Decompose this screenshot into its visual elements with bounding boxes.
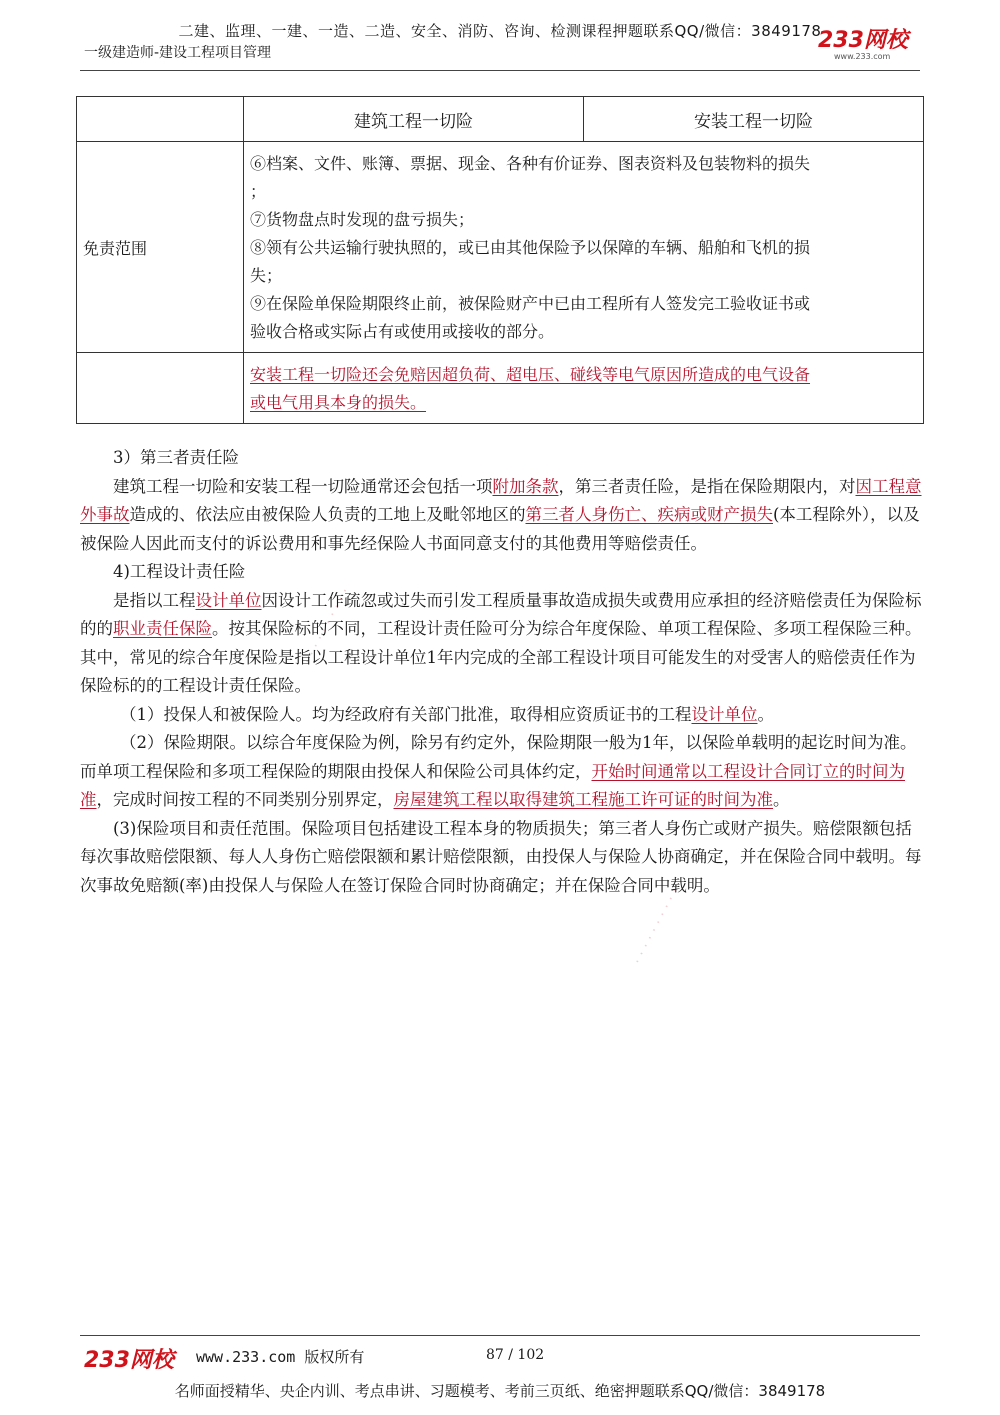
text-run: 。 — [773, 790, 790, 809]
highlight-line: 安装工程一切险还会免赔因超负荷、超电压、碰线等电气原因所造成的电气设备 — [250, 365, 811, 384]
table-header-row — [77, 97, 924, 142]
highlight-term: 附加条款 — [492, 476, 559, 496]
installation-extra-cell — [244, 353, 924, 424]
highlight-term: 因工程意外事故 — [80, 476, 922, 524]
text-run: 是指以工程 — [113, 590, 196, 610]
highlight-term: 房屋建筑工程以取得建筑工程施工许可证的时间为准 — [393, 790, 773, 809]
highlight-term: 开始时间通常以工程设计合同订立的时间为准 — [80, 761, 905, 809]
paragraph — [80, 473, 924, 559]
text-run: 造成的、依法应由被保险人负责的工地上及毗邻地区的 — [129, 505, 526, 524]
footer-copyright: www.233.com 版权所有 — [196, 1348, 365, 1366]
footer-divider — [80, 1335, 920, 1336]
watermark: · · · · · · · · · · — [300, 585, 354, 668]
exclusion-line: ； — [250, 182, 267, 201]
paragraph — [80, 587, 924, 701]
exclusion-line: ⑨在保险单保险期限终止前，被保险财产中已由工程所有人签发完工验收证书或 — [250, 294, 811, 313]
header-divider — [80, 70, 920, 71]
text-run: 因设计工作疏忽或过失而引发工程质量事故造成损失或费用应承担的经济赔偿责任为保险标的的 — [80, 590, 922, 638]
exclusion-line: ⑧领有公共运输行驶执照的，或已由其他保险予以保障的车辆、船舶和飞机的损 — [250, 238, 811, 257]
watermark: · · · · · · · · · · — [630, 885, 684, 968]
text-run: (本工程除外），以及被保险人因此而支付的诉讼费用和事先经保险人书面同意支付的其他费用等赔偿责任。 — [80, 505, 920, 553]
text-run: （1）投保人和被保险人。均为经政府有关部门批准，取得相应资质证书的工程 — [120, 704, 692, 724]
text-run: 。 — [757, 704, 774, 724]
highlight-term: 设计单位 — [195, 590, 262, 610]
text-run: ，第三者责任险，是指在保险期限内，对 — [558, 476, 856, 496]
brand-logo — [818, 30, 918, 64]
exclusion-line: ⑦货物盘点时发现的盘亏损失； — [250, 210, 475, 229]
page-number: 87 / 102 — [486, 1347, 545, 1363]
exclusion-line: ⑥档案、文件、账簿、票据、现金、各种有价证券、图表资料及包装物料的损失 — [250, 154, 811, 173]
body-text — [80, 444, 924, 900]
header-banner: 二建、监理、一建、一造、二造、安全、消防、咨询、检测课程押题联系QQ/微信：3849178 — [178, 22, 822, 40]
highlight-term: 设计单位 — [691, 704, 758, 724]
exclusions-cell — [244, 142, 924, 353]
row-label-empty — [77, 353, 244, 424]
text-run: （2）保险期限。以综合年度保险为例，除另有约定外，保险期限一般为1年，以保险单载明的起讫时间为准。而单项工程保险和多项工程保险的期限由投保人和保险公司具体约定， — [80, 733, 917, 781]
text-run: ，完成时间按工程的不同类别分别界定， — [96, 790, 394, 809]
text-run: 。按其保险标的不同，工程设计责任险可分为综合年度保险、单项工程保险、多项工程保险三种。其中，常见的综合年度保险是指以工程设计单位1年内完成的全部工程设计项目可能发生的对受害人的赔偿责任作为保险标的的工程设计责任保险。 — [80, 619, 922, 695]
row-label-exclusions: 免责范围 — [77, 142, 244, 353]
table-corner-cell — [77, 97, 244, 142]
highlight-term: 职业责任保险 — [113, 619, 212, 638]
list-item — [80, 701, 924, 730]
table-row — [77, 142, 924, 353]
document-subtitle: 一级建造师-建设工程项目管理 — [84, 45, 272, 61]
col-header-construction: 建筑工程一切险 — [244, 97, 584, 142]
brand-logo-url: www.233.com — [834, 52, 891, 61]
exclusion-line: 验收合格或实际占有或使用或接收的部分。 — [250, 322, 555, 341]
section-title: 3）第三者责任险 — [113, 448, 239, 467]
col-header-installation: 安装工程一切险 — [583, 97, 923, 142]
text-run: 建筑工程一切险和安装工程一切险通常还会包括一项 — [113, 476, 493, 496]
section-title: 4)工程设计责任险 — [113, 562, 246, 581]
highlight-term: 第三者人身伤亡、疾病或财产损失 — [525, 505, 773, 524]
brand-logo-text: 233网校 — [818, 28, 908, 53]
list-item: (3)保险项目和责任范围。保险项目包括建设工程本身的物质损失；第三者人身伤亡或财产损失。赔偿限额包括每次事故赔偿限额、每人人身伤亡赔偿限额和累计赔偿限额，由投保人与保险人协商确定，并在保险合同中载明。每次事故免赔额(率)由投保人与保险人在签订保险合同时协商确定；并在保险合同中载明。 — [80, 818, 922, 895]
footer-logo: 233网校 — [84, 1348, 174, 1373]
table-row — [77, 353, 924, 424]
exclusion-line: 失； — [250, 266, 283, 285]
highlight-line: 或电气用具本身的损失。 — [250, 393, 427, 412]
footer-banner: 名师面授精华、央企内训、考点串讲、习题模考、考前三页纸、绝密押题联系QQ/微信：3849178 — [174, 1382, 826, 1400]
insurance-comparison-table — [76, 96, 924, 424]
list-item — [80, 729, 924, 815]
